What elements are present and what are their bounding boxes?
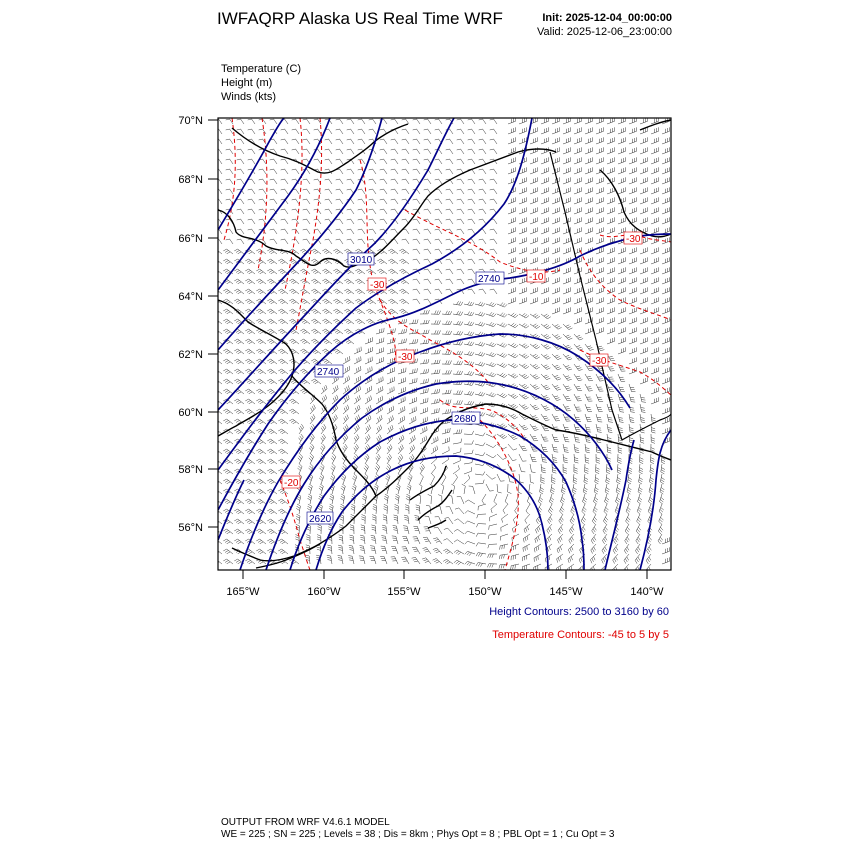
coastline-path	[410, 466, 446, 500]
legend-height: Height (m)	[221, 77, 273, 89]
temperature-label: -30	[370, 280, 385, 291]
coastline-path	[556, 430, 671, 460]
latitude-tick-label: 68°N	[178, 174, 203, 186]
page-title: IWFAQRP Alaska US Real Time WRF	[217, 9, 503, 28]
height-contour	[218, 118, 532, 470]
height-contours-note: Height Contours: 2500 to 3160 by 60	[489, 606, 669, 618]
height-label: 2680	[454, 414, 477, 425]
init-time: Init: 2025-12-04_00:00:00	[542, 12, 672, 24]
temperature-contour	[480, 420, 518, 570]
longitude-axis	[226, 570, 664, 598]
temperature-contour	[405, 210, 560, 272]
height-label: 2740	[478, 274, 501, 285]
height-contour	[640, 430, 671, 570]
border	[550, 152, 622, 440]
legend-temperature: Temperature (C)	[221, 63, 302, 75]
temperature-contours-note: Temperature Contours: -45 to 5 by 5	[492, 629, 669, 641]
height-contour	[290, 420, 584, 570]
height-label: 2620	[309, 514, 332, 525]
valid-time: Valid: 2025-12-06_23:00:00	[537, 26, 672, 38]
latitude-tick-label: 62°N	[178, 349, 203, 361]
height-contour	[218, 118, 330, 290]
temperature-contour	[285, 118, 302, 290]
temperature-label: -10	[529, 272, 544, 283]
longitude-tick-label: 160°W	[307, 586, 341, 598]
temperature-contour	[258, 118, 267, 270]
model-info: OUTPUT FROM WRF V4.6.1 MODEL	[221, 817, 390, 828]
model-config: WE = 225 ; SN = 225 ; Levels = 38 ; Dis = 8km ; Phys Opt = 8 ; PBL Opt = 1 ; Cu Opt = 3	[221, 829, 615, 840]
coastline-path	[232, 124, 408, 173]
temperature-label: -30	[398, 352, 413, 363]
latitude-axis	[178, 115, 218, 534]
coastline-path	[418, 490, 452, 520]
latitude-tick-label: 70°N	[178, 115, 203, 127]
latitude-tick-label: 56°N	[178, 522, 203, 534]
latitude-tick-label: 66°N	[178, 233, 203, 245]
temperature-label: -30	[626, 234, 641, 245]
temperature-label: -20	[284, 478, 299, 489]
height-label: 3010	[350, 255, 373, 266]
longitude-tick-label: 145°W	[549, 586, 583, 598]
coastline-path	[640, 120, 671, 130]
latitude-tick-label: 58°N	[178, 464, 203, 476]
height-label: 2740	[317, 367, 340, 378]
longitude-tick-label: 140°W	[630, 586, 664, 598]
height-contour	[218, 118, 382, 350]
height-contour	[605, 440, 634, 570]
latitude-tick-label: 64°N	[178, 291, 203, 303]
longitude-tick-label: 150°W	[468, 586, 502, 598]
coastline-path	[372, 149, 556, 258]
temperature-contour	[296, 118, 322, 330]
temperature-contours	[224, 118, 671, 570]
height-contour	[218, 118, 284, 230]
longitude-tick-label: 165°W	[226, 586, 260, 598]
longitude-tick-label: 155°W	[387, 586, 421, 598]
coastline-path	[428, 520, 446, 528]
legend-winds: Winds (kts)	[221, 91, 276, 103]
latitude-tick-label: 60°N	[178, 407, 203, 419]
coastline-path	[232, 544, 320, 561]
temperature-label: -30	[592, 356, 607, 367]
